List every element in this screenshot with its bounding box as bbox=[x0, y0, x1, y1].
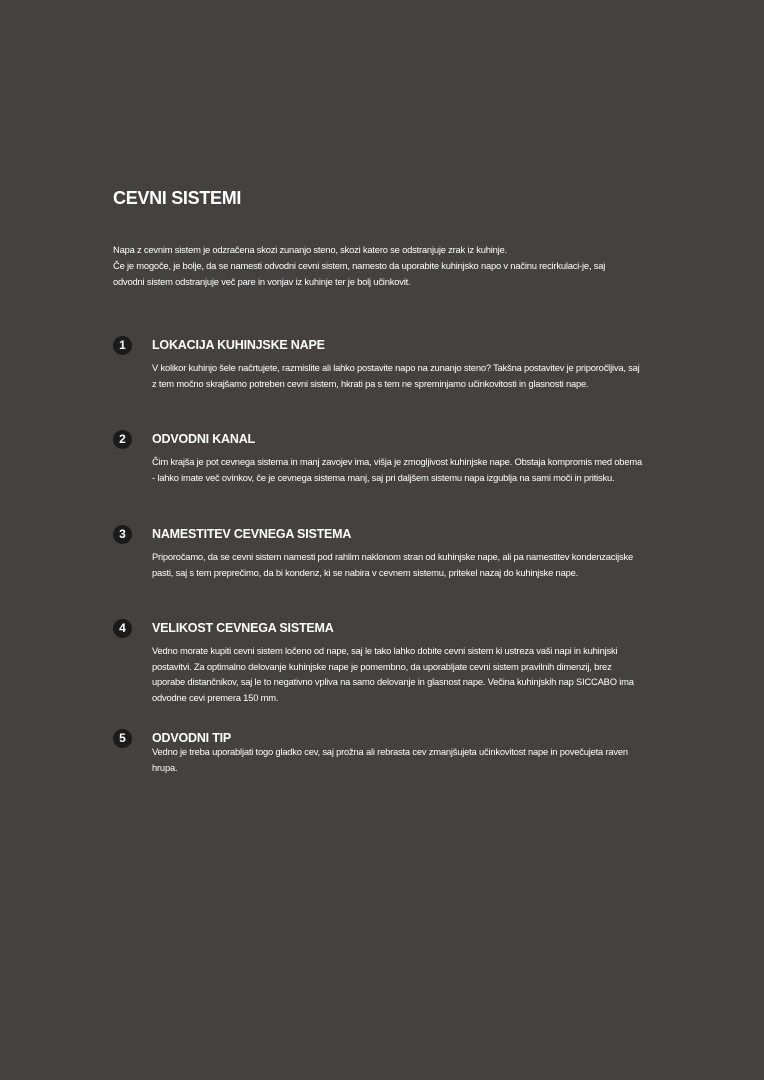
section-title: ODVODNI KANAL bbox=[152, 432, 255, 446]
section-title: VELIKOST CEVNEGA SISTEMA bbox=[152, 621, 334, 635]
section-title: ODVODNI TIP bbox=[152, 731, 232, 745]
section-number-badge: 3 bbox=[113, 525, 132, 544]
section-body: Priporočamo, da se cevni sistem namesti pod rahlim naklonom stran od kuhinjske nape, ali pa namestitev kondenzacijske pasti, saj s tem preprečimo, da bi kondenz, ki se nabira v cevnem sistemu, pritekel nazaj do kuhinjske nape. bbox=[152, 551, 634, 578]
section-number-badge: 1 bbox=[113, 336, 132, 355]
intro-paragraph bbox=[113, 242, 633, 290]
section-body: V kolikor kuhinjo šele načrtujete, razmislite ali lahko postavite napo na zunanjo steno? Takšna postavitev je priporočljiva, saj z tem močno skrajšamo potreben cevni sistem, hkrati pa s tem ne spreminjamo učinkovitosti in glasnosti nape. bbox=[152, 362, 640, 389]
section-number-badge: 4 bbox=[113, 619, 132, 638]
intro-line-2: Če je mogoče, je bolje, da se namesti odvodni cevni sistem, namesto da uporabite kuhinjsko napo v načinu recirkulaci-je, saj odvodni sistem odstranjuje več pare in vonjav iz kuhinje ter je bolj učinkovit. bbox=[113, 260, 606, 287]
section-body: Čim krajša je pot cevnega sistema in manj zavojev ima, višja je zmogljivost kuhinjske nape. Obstaja kompromis med obema - lahko imate več ovinkov, če je cevnega sistema manj, saj pri daljšem sistemu napa izgublja na sami moči in pritisku. bbox=[152, 456, 642, 483]
section-number-badge: 2 bbox=[113, 430, 132, 449]
section-body: Vedno morate kupiti cevni sistem ločeno od nape, saj le tako lahko dobite cevni sistem ki ustreza vaši napi in kuhinjski postavitvi. Za optimalno delovanje kuhinjske nape je pomembno, da uporabljate cevni sistem pravilnih dimenzij, brez uporabe distančnikov, saj le to negativno vpliva na samo delovanje in glasnost nape. Večina kuhinjskih nap SICCABO ima odvodne cevi premera 150 mm. bbox=[152, 645, 634, 703]
section-number-badge: 5 bbox=[113, 729, 132, 748]
intro-line-1: Napa z cevnim sistem je odzračena skozi zunanjo steno, skozi katero se odstranjuje zrak iz kuhinje. bbox=[113, 244, 507, 255]
page-title: CEVNI SISTEMI bbox=[113, 188, 242, 208]
section-title: LOKACIJA KUHINJSKE NAPE bbox=[152, 338, 325, 352]
section-body: Vedno je treba uporabljati togo gladko cev, saj prožna ali rebrasta cev zmanjšujeta učinkovitost nape in povečujeta raven hrupa. bbox=[152, 746, 628, 773]
section-title: NAMESTITEV CEVNEGA SISTEMA bbox=[152, 527, 352, 541]
